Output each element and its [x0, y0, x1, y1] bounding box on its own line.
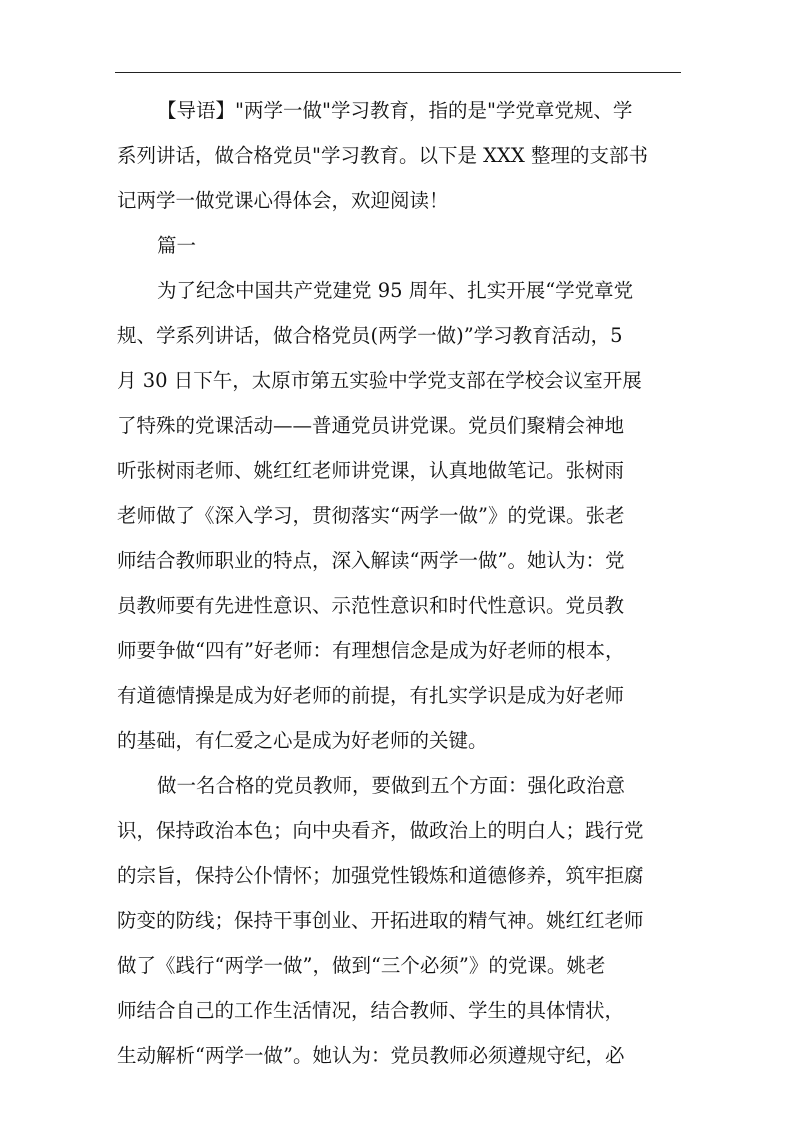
intro-line: 【导语】"两学一做"学习教育，指的是"学党章党规、学 — [157, 99, 633, 122]
paragraph-line: 的基础，有仁爱之心是成为好老师的关键。 — [117, 729, 488, 752]
paragraph-line: 师要争做“四有”好老师：有理想信念是成为好老师的根本， — [117, 639, 625, 662]
body-text — [117, 88, 679, 1078]
paragraph-line: 为了纪念中国共产党建党 95 周年、扎实开展“学党章党 — [157, 279, 634, 302]
paragraph-line: 识，保持政治本色；向中央看齐，做政治上的明白人；践行党 — [117, 819, 644, 842]
paragraph-line: 生动解析“两学一做”。她认为：党员教师必须遵规守纪，必 — [117, 1044, 625, 1067]
paragraph-line: 防变的防线；保持干事创业、开拓进取的精气神。姚红红老师 — [117, 909, 644, 932]
paragraph-line: 师结合自己的工作生活情况，结合教师、学生的具体情状， — [117, 999, 625, 1022]
header-rule — [115, 72, 681, 73]
paragraph-line: 员教师要有先进性意识、示范性意识和时代性意识。党员教 — [117, 594, 625, 617]
section-heading: 篇一 — [157, 234, 197, 257]
paragraph-line: 了特殊的党课活动——普通党员讲党课。党员们聚精会神地 — [117, 414, 625, 437]
paragraph-line: 规、学系列讲话，做合格党员(两学一做)”学习教育活动，5 — [117, 324, 623, 347]
paragraph-line: 师结合教师职业的特点，深入解读“两学一做”。她认为：党 — [117, 549, 625, 572]
paragraph-line: 做了《践行“两学一做”，做到“三个必须”》的党课。姚老 — [117, 954, 606, 977]
paragraph-line: 有道德情操是成为好老师的前提，有扎实学识是成为好老师 — [117, 684, 625, 707]
paragraph-line: 听张树雨老师、姚红红老师讲党课，认真地做笔记。张树雨 — [117, 459, 625, 482]
paragraph-line: 的宗旨，保持公仆情怀；加强党性锻炼和道德修养，筑牢拒腐 — [117, 864, 644, 887]
paragraph-line: 月 30 日下午，太原市第五实验中学党支部在学校会议室开展 — [117, 369, 642, 392]
intro-line: 系列讲话，做合格党员"学习教育。以下是 XXX 整理的支部书 — [117, 144, 649, 167]
intro-line: 记两学一做党课心得体会，欢迎阅读！ — [117, 189, 449, 212]
paragraph-line: 做一名合格的党员教师，要做到五个方面：强化政治意 — [157, 774, 626, 797]
paragraph-line: 老师做了《深入学习，贯彻落实“两学一做”》的党课。张老 — [117, 504, 625, 527]
